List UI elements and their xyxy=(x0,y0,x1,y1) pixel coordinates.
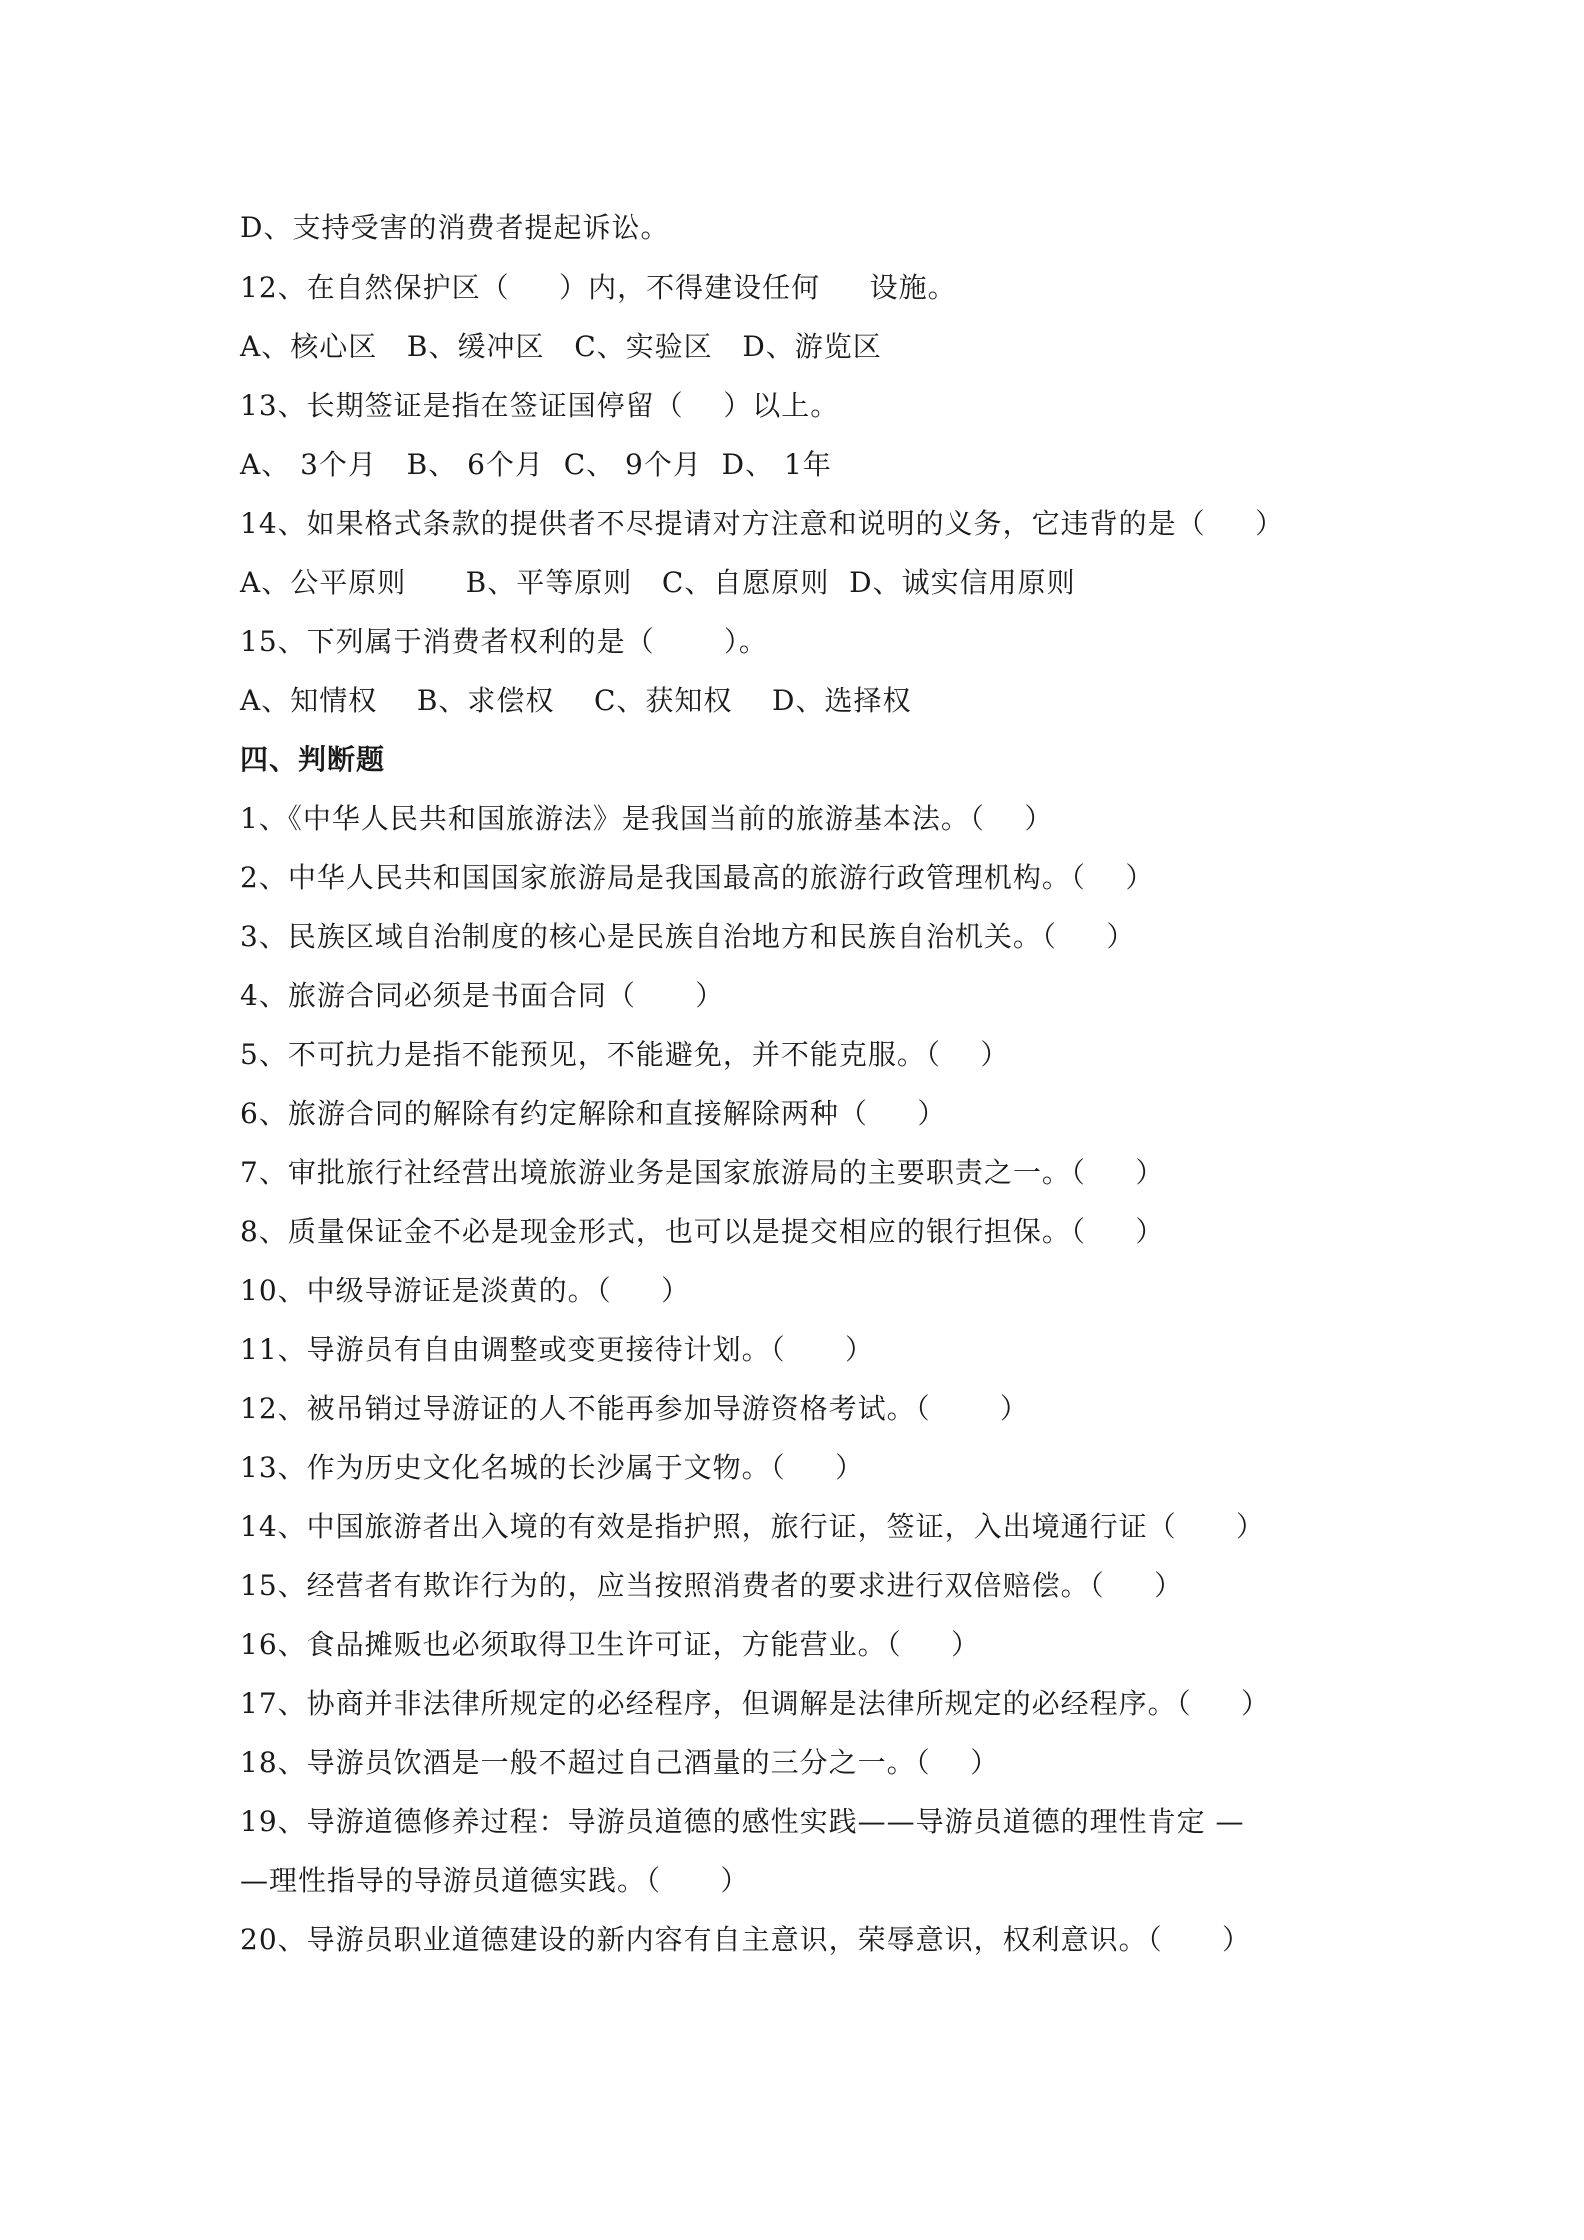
judgment-item: 6、旅游合同的解除有约定解除和直接解除两种（ ） xyxy=(240,1097,947,1130)
judgment-item: 3、民族区域自治制度的核心是民族自治地方和民族自治机关。（ ） xyxy=(240,920,1136,953)
question-line: 15、下列属于消费者权利的是（ ）。 xyxy=(240,625,768,658)
options-line: A、知情权 B、求偿权 C、获知权 D、选择权 xyxy=(240,684,912,717)
judgment-item: 8、质量保证金不必是现金形式，也可以是提交相应的银行担保。（ ） xyxy=(240,1215,1165,1248)
judgment-item: 7、审批旅行社经营出境旅游业务是国家旅游局的主要职责之一。（ ） xyxy=(240,1156,1165,1189)
options-line: A、 3个月 B、 6个月 C、 9个月 D、 1年 xyxy=(240,448,832,481)
question-line: 12、在自然保护区（ ）内，不得建设任何 设施。 xyxy=(240,271,957,304)
judgment-item: 16、食品摊贩也必须取得卫生许可证，方能营业。（ ） xyxy=(240,1628,981,1661)
question-line: 14、如果格式条款的提供者不尽提请对方注意和说明的义务，它违背的是（ ） xyxy=(240,507,1285,540)
judgment-item: 10、中级导游证是淡黄的。（ ） xyxy=(240,1274,691,1307)
judgment-item: 19、导游道德修养过程：导游员道德的感性实践——导游员道德的理性肯定 — xyxy=(240,1805,1245,1838)
judgment-item: 2、中华人民共和国国家旅游局是我国最高的旅游行政管理机构。（ ） xyxy=(240,861,1155,894)
judgment-item: 4、旅游合同必须是书面合同（ ） xyxy=(240,979,725,1012)
judgment-item: 20、导游员职业道德建设的新内容有自主意识，荣辱意识，权利意识。（ ） xyxy=(240,1923,1252,1956)
options-line: A、公平原则 B、平等原则 C、自愿原则 D、诚实信用原则 xyxy=(240,566,1076,599)
judgment-item: 17、协商并非法律所规定的必经程序，但调解是法律所规定的必经程序。（ ） xyxy=(240,1687,1271,1720)
judgment-item: 5、不可抗力是指不能预见，不能避免，并不能克服。（ ） xyxy=(240,1038,1010,1071)
judgment-item: 18、导游员饮酒是一般不超过自己酒量的三分之一。（ ） xyxy=(240,1746,1000,1779)
judgment-item-continuation: —理性指导的导游员道德实践。（ ） xyxy=(240,1864,750,1897)
judgment-item: 1、《中华人民共和国旅游法》是我国当前的旅游基本法。（ ） xyxy=(240,802,1054,835)
judgment-item: 12、被吊销过导游证的人不能再参加导游资格考试。（ ） xyxy=(240,1392,1029,1425)
judgment-item: 13、作为历史文化名城的长沙属于文物。（ ） xyxy=(240,1451,865,1484)
section-heading: 四、判断题 xyxy=(240,743,386,776)
option-line: D、支持受害的消费者提起诉讼。 xyxy=(240,211,670,244)
judgment-item: 11、导游员有自由调整或变更接待计划。（ ） xyxy=(240,1333,875,1366)
judgment-item: 15、经营者有欺诈行为的，应当按照消费者的要求进行双倍赔偿。（ ） xyxy=(240,1569,1184,1602)
question-line: 13、长期签证是指在签证国停留（ ）以上。 xyxy=(240,389,840,422)
judgment-item: 14、中国旅游者出入境的有效是指护照，旅行证，签证，入出境通行证（ ） xyxy=(240,1510,1266,1543)
options-line: A、核心区 B、缓冲区 C、实验区 D、游览区 xyxy=(240,330,882,363)
